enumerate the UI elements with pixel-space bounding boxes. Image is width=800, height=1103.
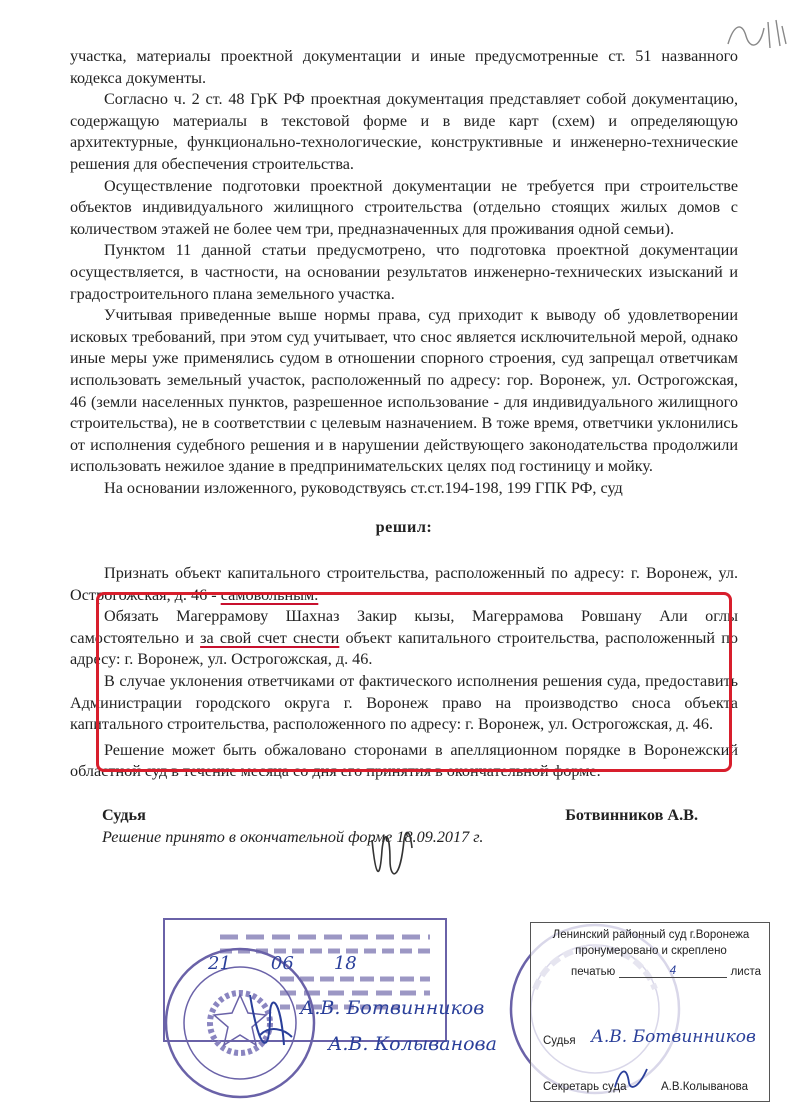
court-block-line3	[571, 965, 761, 978]
paragraph-no-project-needed: Осуществление подготовки проектной документации не требуется при строительстве объектов индивидуального жилищного строительства (отдельно стоящих жилых домов с количеством этажей не более чем три, предназначенных для проживания одной семьи).	[70, 176, 738, 238]
paragraph-legal-basis: На основании изложенного, руководствуясь ст.ст.194-198, 199 ГПК РФ, суд	[104, 478, 623, 497]
left-blue-signature-scribble	[240, 985, 300, 1065]
left-signature-1: А.В. Ботвинников	[300, 997, 485, 1019]
stamp-date	[208, 953, 357, 974]
decision-item-2-underlined: за свой счет снести	[200, 628, 340, 647]
decision-item-1-underlined: самовольным.	[220, 585, 319, 604]
court-block-sheets-label: листа	[730, 966, 761, 978]
court-block-sheet-count-value: 4	[669, 965, 677, 977]
court-block-judge-signature: А.В. Ботвинников	[591, 1027, 756, 1047]
court-block-sheet-count	[619, 965, 726, 978]
court-block-line1: Ленинский районный суд г.Воронежа	[552, 929, 750, 941]
court-block-secretary-signature	[611, 1063, 651, 1093]
judge-label: Судья	[102, 806, 146, 824]
judge-handwritten-signature	[360, 820, 430, 890]
stamp-date-day: 21	[208, 953, 231, 974]
court-block-secretary-name: А.В.Колыванова	[661, 1081, 749, 1093]
stamp-date-month: 06	[270, 953, 294, 974]
decision-item-2-text: Обязать Магеррамову Шахназ Закир кызы, Магеррамова Ровшану Али оглы самостоятельно и	[70, 607, 738, 647]
paragraph-clause-11: Пунктом 11 данной статьи предусмотрено, что подготовка проектной документации осуществляется, в частности, на основании результатов инженерно-технических изысканий и градостроительного плана земельного участка.	[70, 241, 738, 303]
decision-item-3: В случае уклонения ответчиками от фактического исполнения решения суда, предоставить Администрации городского округа г. Воронеж право на производство сноса объекта капитального строительства, расположенного по адресу: г. Воронеж, ул. Острогожская, д. 46.	[70, 672, 738, 734]
judge-name: Ботвинников А.В.	[565, 806, 698, 824]
court-block-line2: пронумеровано и скреплено	[575, 945, 727, 957]
final-form-note: Решение принято в окончательной форме 18.09.2017 г.	[102, 827, 484, 846]
court-block-seal-label: печатью	[571, 966, 616, 978]
decision-highlight-box	[96, 592, 732, 772]
left-signature-2: А.В. Колыванова	[328, 1033, 497, 1055]
paragraph-appeal: Решение может быть обжаловано сторонами в апелляционном порядке в Воронежский областной суд в течение месяца со дня его принятия в окончательной форме.	[70, 740, 738, 781]
paragraph-court-conclusion: Учитывая приведенные выше нормы права, суд приходит к выводу об удовлетворении исковых требований, при этом суд учитывает, что снос является исключительной мерой, однако иные меры уже применялись судом в отношении спорного строения, суд запрещал ответчикам использовать земельный участок, расположенный по адресу: гор. Воронеж, ул. Острогожская, 46 (земли населенных пунктов, разрешенное использование - для индивидуального жилищного строительства), не в соответствии с целевым назначением. В тоже время, ответчики уклонились от исполнения судебного решения и в нарушении действующего законодательства продолжили использовать нежилое здание в предпринимательских целях под гостиницу и мойку.	[70, 306, 738, 476]
court-certification-block	[530, 922, 770, 1102]
court-block-judge-label: Судья	[543, 1035, 576, 1047]
paragraph-continuation: участка, материалы проектной документации и иные предусмотренные ст. 51 названного кодекса документы.	[70, 47, 738, 87]
decision-heading: решил:	[375, 518, 433, 537]
court-block-secretary-label: Секретарь суда	[543, 1081, 627, 1093]
decision-item-2-text-end: объект капитального строительства, расположенный по адресу: г. Воронеж, ул. Острогожская, д. 46.	[70, 628, 738, 669]
stamp-date-year: 18	[333, 953, 357, 974]
decision-item-1-text: Признать объект капитального строительства, расположенный по адресу: г. Воронеж, ул. Острогожская, д. 46 -	[70, 564, 738, 604]
paragraph-article-48: Согласно ч. 2 ст. 48 ГрК РФ проектная документация представляет собой документацию, содержащую материалы в текстовой форме и в виде карт (схем) и определяющую архитектурные, функционально-технологические, конструктивные и инженерно-технические решения для обеспечения строительства.	[70, 90, 738, 173]
